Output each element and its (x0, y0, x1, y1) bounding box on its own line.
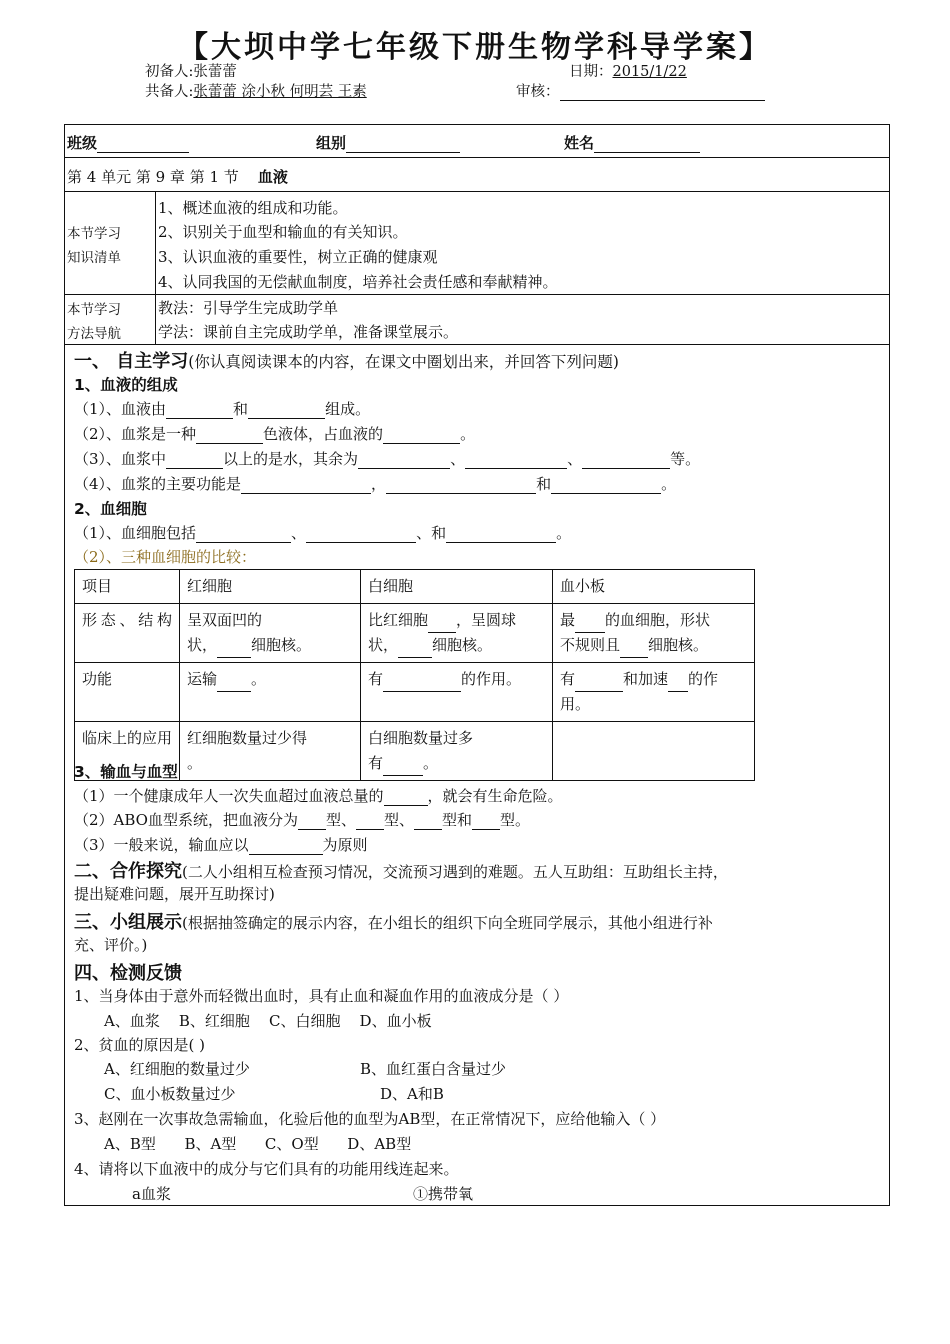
table-row (75, 663, 755, 722)
cell-text: 有 (560, 670, 576, 688)
table-row (75, 604, 755, 663)
quiz-option[interactable]: A、红细胞的数量过少 (104, 1060, 250, 1078)
lesson-line (67, 166, 288, 187)
group-label: 组别 (316, 134, 347, 152)
q-text: 、 (450, 450, 466, 468)
preparer-line (145, 60, 237, 81)
question-line (74, 398, 370, 419)
date-value: 2015/1/22 (612, 64, 687, 80)
section-3-heading: 三、小组展示 (74, 912, 182, 933)
cell-text: 白细胞数量过多 (368, 729, 474, 747)
name-label: 姓名 (564, 134, 595, 152)
knowledge-item: 3、认识血液的重要性，树立正确的健康观 (158, 248, 438, 266)
section-4-heading: 四、检测反馈 (74, 963, 182, 984)
knowledge-label-1: 本节学习 (67, 226, 121, 242)
q-text: （1）、血细胞包括 (74, 524, 197, 542)
table-row-label: 功能 (75, 663, 180, 722)
page-title: 【大坝中学七年级下册生物学科导学案】 (178, 30, 772, 65)
table-header-cell: 白细胞 (361, 570, 553, 604)
quiz-option[interactable]: D、A和B (380, 1085, 444, 1103)
table-header-cell: 项目 (75, 570, 180, 604)
matching-right-item[interactable]: ①携带氧 (413, 1185, 474, 1203)
cell-text: 呈双面凹的 (187, 611, 263, 629)
answer-blank[interactable] (575, 618, 605, 633)
quiz-question-2: 2、贫血的原因是( ) (74, 1036, 206, 1054)
subheading-transfusion: 3、输血与血型 (74, 763, 178, 781)
table-cell (553, 722, 755, 781)
knowledge-item: 2、识别关于血型和输血的有关知识。 (158, 223, 408, 241)
section-1-header (74, 347, 619, 373)
section-2-line-2: 提出疑难问题，展开互助探讨) (74, 885, 275, 903)
question-line (74, 423, 475, 444)
subheading-blood-cells: 2、血细胞 (74, 500, 147, 518)
q-text: （3）、血浆中 (74, 450, 167, 468)
answer-blank[interactable] (575, 677, 623, 692)
question-line (74, 522, 571, 543)
comparison-caption: （2）、三种血细胞的比较： (74, 548, 257, 566)
answer-blank[interactable] (298, 815, 326, 830)
table-row (75, 570, 755, 604)
divider (64, 344, 890, 345)
table-row-label: 形态、结构 (75, 604, 180, 663)
name-input[interactable] (594, 138, 700, 153)
table-cell (180, 604, 361, 663)
q-text: （3）一般来说，输血应以 (74, 836, 249, 854)
q-text: （4）、血浆的主要功能是 (74, 475, 242, 493)
answer-blank[interactable] (383, 677, 461, 692)
cell-text: 有 (368, 670, 384, 688)
q-text: （2）ABO血型系统，把血液分为 (74, 811, 298, 829)
answer-blank[interactable] (398, 643, 432, 658)
q-text: （2）、血浆是一种 (74, 425, 197, 443)
cell-text: ，呈圆球 (456, 611, 517, 629)
q-text: 型、 (325, 811, 356, 829)
divider (64, 157, 890, 158)
group-input[interactable] (346, 138, 460, 153)
reviewer-blank[interactable] (560, 86, 765, 101)
class-input[interactable] (97, 138, 189, 153)
cell-text: 比红细胞 (368, 611, 429, 629)
table-row-label: 临床上的应用 (75, 722, 180, 781)
q-text: （1）一个健康成年人一次失血超过血液总量的 (74, 787, 384, 805)
table-header-cell: 红细胞 (180, 570, 361, 604)
answer-blank[interactable] (428, 618, 456, 633)
q-text: 。 (556, 524, 572, 542)
cell-text: 的血细胞，形状 (605, 611, 711, 629)
group-field (316, 132, 460, 153)
q-text: 和 (536, 475, 552, 493)
matching-left-item[interactable]: a血浆 (132, 1185, 171, 1203)
question-line (74, 809, 530, 830)
q-text: ，就会有生命危险。 (427, 787, 563, 805)
cell-text: 状， (187, 636, 218, 654)
table-cell (180, 722, 361, 781)
divider (64, 294, 890, 295)
answer-blank[interactable] (217, 643, 251, 658)
class-label: 班级 (67, 134, 98, 152)
method-label-2: 方法导航 (67, 326, 121, 342)
answer-blank[interactable] (384, 791, 428, 806)
table-cell (553, 663, 755, 722)
quiz-options-1[interactable]: A、血浆 B、红细胞 C、白细胞 D、血小板 (104, 1012, 432, 1030)
date-label: 日期： (569, 64, 613, 80)
cell-text: 的作用。 (461, 670, 522, 688)
knowledge-item: 4、认同我国的无偿献血制度，培养社会责任感和奉献精神。 (158, 273, 558, 291)
blood-cell-comparison-table (74, 569, 755, 781)
section-1-note: (你认真阅读课本的内容，在课文中圈划出来，并回答下列问题) (188, 353, 619, 371)
answer-blank[interactable] (414, 815, 442, 830)
column-divider (155, 191, 156, 344)
answer-blank[interactable] (472, 815, 500, 830)
question-line (74, 473, 676, 494)
cell-text: 最 (560, 611, 576, 629)
question-line (74, 785, 563, 806)
q-text: 为原则 (322, 836, 368, 854)
preparer-label: 初备人: (145, 64, 194, 80)
answer-blank[interactable] (196, 528, 291, 543)
quiz-question-1: 1、当身体由于意外而轻微出血时，具有止血和凝血作用的血液成分是（ ） (74, 987, 569, 1005)
section-3-line-1: (根据抽签确定的展示内容，在小组长的组织下向全班同学展示，其他小组进行补 (182, 914, 713, 932)
cell-text: 运输 (187, 670, 218, 688)
table-cell (361, 722, 553, 781)
quiz-question-4: 4、请将以下血液中的成分与它们具有的功能用线连起来。 (74, 1160, 459, 1178)
answer-blank[interactable] (249, 840, 323, 855)
q-text: ， (371, 475, 387, 493)
reviewer-label: 审核： (516, 84, 560, 100)
name-field (564, 132, 700, 153)
cell-text: 的作 (688, 670, 719, 688)
cell-text: 用。 (560, 695, 591, 713)
table-cell (180, 663, 361, 722)
cell-text: 。 (251, 670, 267, 688)
answer-blank[interactable] (465, 454, 567, 469)
question-line (74, 834, 368, 855)
cell-text: 和加速 (623, 670, 669, 688)
answer-blank[interactable] (166, 454, 223, 469)
cell-text: 。 (423, 754, 439, 772)
answer-blank[interactable] (166, 404, 233, 419)
section-1-heading: 一、 自主学习 (74, 351, 189, 372)
divider (64, 191, 890, 192)
q-text: 、 (567, 450, 583, 468)
subheading-blood-composition: 1、血液的组成 (74, 376, 178, 394)
answer-blank[interactable] (217, 677, 251, 692)
answer-blank[interactable] (358, 454, 450, 469)
reviewer-line (516, 80, 765, 101)
question-line (74, 448, 700, 469)
answer-blank[interactable] (356, 815, 384, 830)
teaching-method: 教法：引导学生完成助学单 (158, 299, 339, 317)
q-text: 色液体，占血液的 (263, 425, 384, 443)
q-text: 和 (233, 400, 249, 418)
table-cell (361, 604, 553, 663)
answer-blank[interactable] (306, 528, 416, 543)
lesson-unit: 第 4 单元 第 9 章 第 1 节 (67, 168, 239, 186)
cell-text: 细胞核。 (251, 636, 312, 654)
lesson-topic: 血液 (257, 168, 288, 186)
cell-text: 状， (368, 636, 399, 654)
answer-blank[interactable] (620, 643, 648, 658)
answer-blank[interactable] (196, 429, 263, 444)
co-preparers-line (145, 80, 367, 101)
answer-blank[interactable] (383, 429, 460, 444)
class-field (67, 132, 189, 153)
cell-text: 有 (368, 754, 384, 772)
answer-blank[interactable] (446, 528, 556, 543)
table-cell (361, 663, 553, 722)
q-text: 、 (291, 524, 307, 542)
section-2 (74, 857, 728, 883)
table-cell (553, 604, 755, 663)
quiz-options-3[interactable]: A、B型 B、A型 C、O型 D、AB型 (104, 1135, 412, 1153)
answer-blank[interactable] (386, 479, 536, 494)
co-preparers-label: 共备人: (145, 84, 194, 100)
q-text: 、和 (416, 524, 447, 542)
answer-blank[interactable] (383, 761, 423, 776)
q-text: 。 (460, 425, 476, 443)
section-3 (74, 908, 713, 934)
co-preparers-value: 张蕾蕾 涂小秋 何明芸 王素 (193, 84, 367, 100)
knowledge-label-2: 知识清单 (67, 250, 121, 266)
preparer-value: 张蕾蕾 (193, 64, 237, 80)
cell-text: 。 (187, 754, 203, 772)
answer-blank[interactable] (668, 677, 688, 692)
quiz-option[interactable]: C、血小板数量过少 (104, 1085, 236, 1103)
learning-method: 学法：课前自主完成助学单，准备课堂展示。 (158, 323, 459, 341)
section-2-line-1: (二人小组相互检查预习情况，交流预习遇到的难题。五人互助组：互助组长主持， (182, 863, 728, 881)
cell-text: 细胞核。 (648, 636, 709, 654)
q-text: 以上的是水，其余为 (223, 450, 359, 468)
answer-blank[interactable] (241, 479, 371, 494)
section-3-line-2: 充、评价。) (74, 936, 148, 954)
q-text: 型和 (442, 811, 473, 829)
q-text: 等。 (670, 450, 701, 468)
q-text: （1）、血液由 (74, 400, 167, 418)
answer-blank[interactable] (248, 404, 325, 419)
q-text: 型、 (384, 811, 415, 829)
method-label-1: 本节学习 (67, 302, 121, 318)
quiz-question-3: 3、赵刚在一次事故急需输血，化验后他的血型为AB型，在正常情况下，应给他输入（ ） (74, 1110, 666, 1128)
answer-blank[interactable] (551, 479, 661, 494)
quiz-option[interactable]: B、血红蛋白含量过少 (360, 1060, 507, 1078)
cell-text: 红细胞数量过少得 (187, 729, 308, 747)
date-line (569, 60, 687, 81)
q-text: 。 (661, 475, 677, 493)
q-text: 组成。 (325, 400, 371, 418)
knowledge-item: 1、概述血液的组成和功能。 (158, 199, 348, 217)
cell-text: 不规则且 (560, 636, 621, 654)
section-2-heading: 二、合作探究 (74, 861, 182, 882)
q-text: 型。 (500, 811, 531, 829)
answer-blank[interactable] (582, 454, 670, 469)
cell-text: 细胞核。 (432, 636, 493, 654)
table-header-cell: 血小板 (553, 570, 755, 604)
